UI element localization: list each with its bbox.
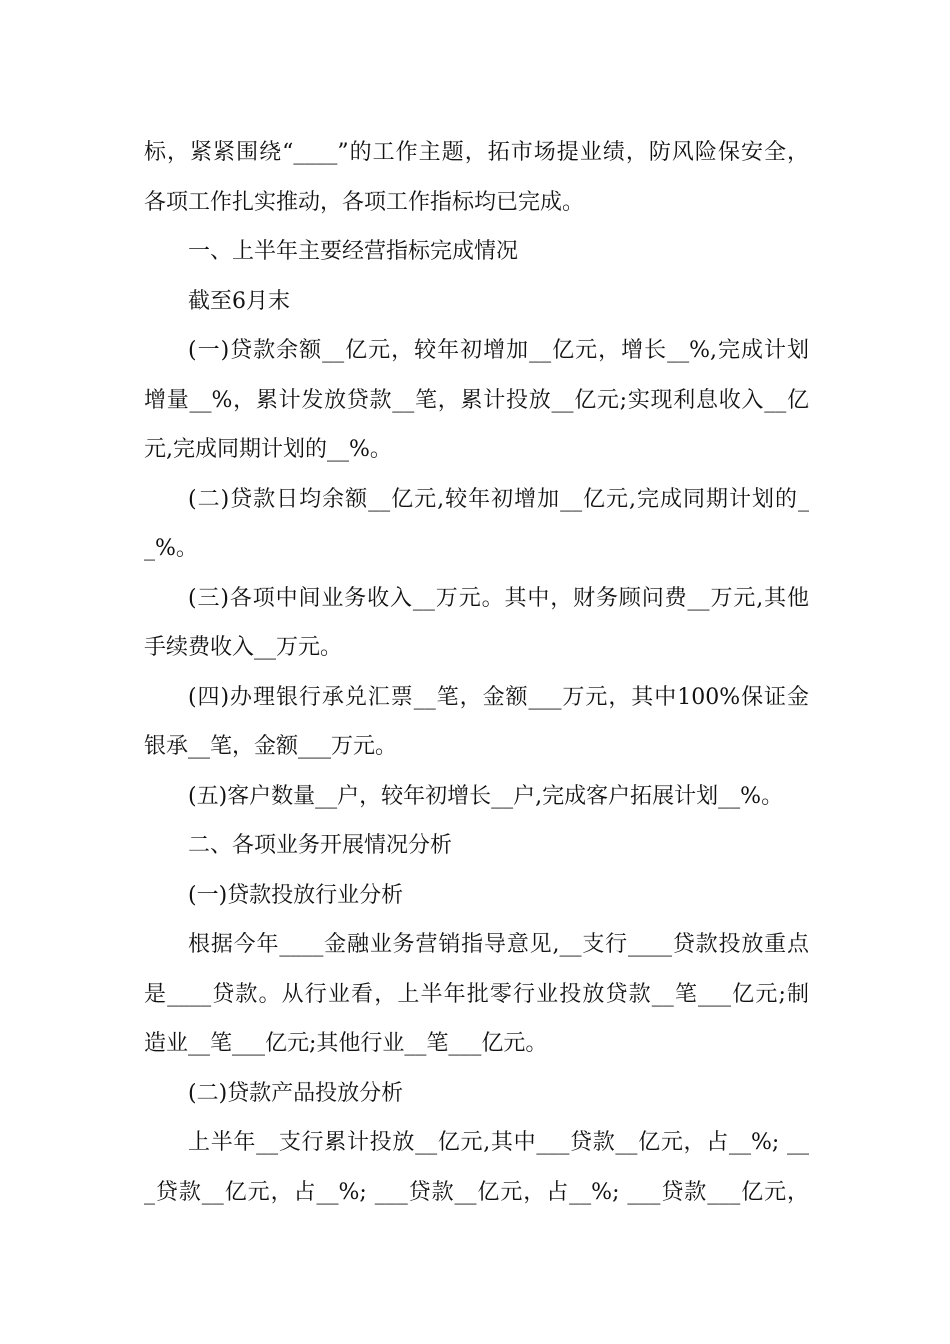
subsection-heading: (二)贷款产品投放分析 bbox=[188, 1080, 404, 1106]
text-line: 截至6月末 bbox=[188, 288, 290, 314]
text-line: 增量__%，累计发放贷款__笔，累计投放__亿元;实现利息收入__亿 bbox=[144, 387, 809, 413]
text-line: 标，紧紧围绕“____”的工作主题，拓市场提业绩，防风险保安全， bbox=[144, 140, 809, 165]
text-line: 各项工作扎实推动，各项工作指标均已完成。 bbox=[144, 189, 585, 215]
text-line: (四)办理银行承兑汇票__笔，金额___万元，其中100%保证金 bbox=[188, 684, 809, 710]
text-line: 银承__笔，金额___万元。 bbox=[144, 734, 398, 759]
subsection-heading: (一)贷款投放行业分析 bbox=[188, 882, 404, 908]
text-line: 是____贷款。从行业看，上半年批零行业投放贷款__笔___亿元;制 bbox=[144, 981, 809, 1007]
text-line: 元,完成同期计划的__%。 bbox=[144, 437, 392, 462]
section-heading: 二、各项业务开展情况分析 bbox=[188, 833, 453, 858]
text-line: (五)客户数量__户，较年初增长__户,完成客户拓展计划__%。 bbox=[188, 783, 784, 809]
text-line: 上半年__支行累计投放__亿元,其中___贷款__亿元，占__%; __ bbox=[188, 1130, 809, 1155]
text-line: (三)各项中间业务收入__万元。其中，财务顾问费__万元,其他 bbox=[188, 585, 809, 611]
document-body bbox=[144, 128, 809, 1217]
section-heading: 一、上半年主要经营指标完成情况 bbox=[188, 239, 519, 264]
text-line: 造业__笔___亿元;其他行业__笔___亿元。 bbox=[144, 1031, 548, 1056]
text-line: 根据今年____金融业务营销指导意见,__支行____贷款投放重点 bbox=[188, 932, 809, 957]
text-line: (二)贷款日均余额__亿元,较年初增加__亿元,完成同期计划的_ bbox=[188, 486, 809, 512]
text-line: (一)贷款余额__亿元，较年初增加__亿元，增长__%,完成计划 bbox=[188, 338, 809, 363]
text-line: _%。 bbox=[144, 536, 198, 561]
text-line: _贷款__亿元，占__%; ___贷款__亿元，占__%; ___贷款___亿元， bbox=[144, 1179, 809, 1205]
text-line: 手续费收入__万元。 bbox=[144, 635, 343, 660]
